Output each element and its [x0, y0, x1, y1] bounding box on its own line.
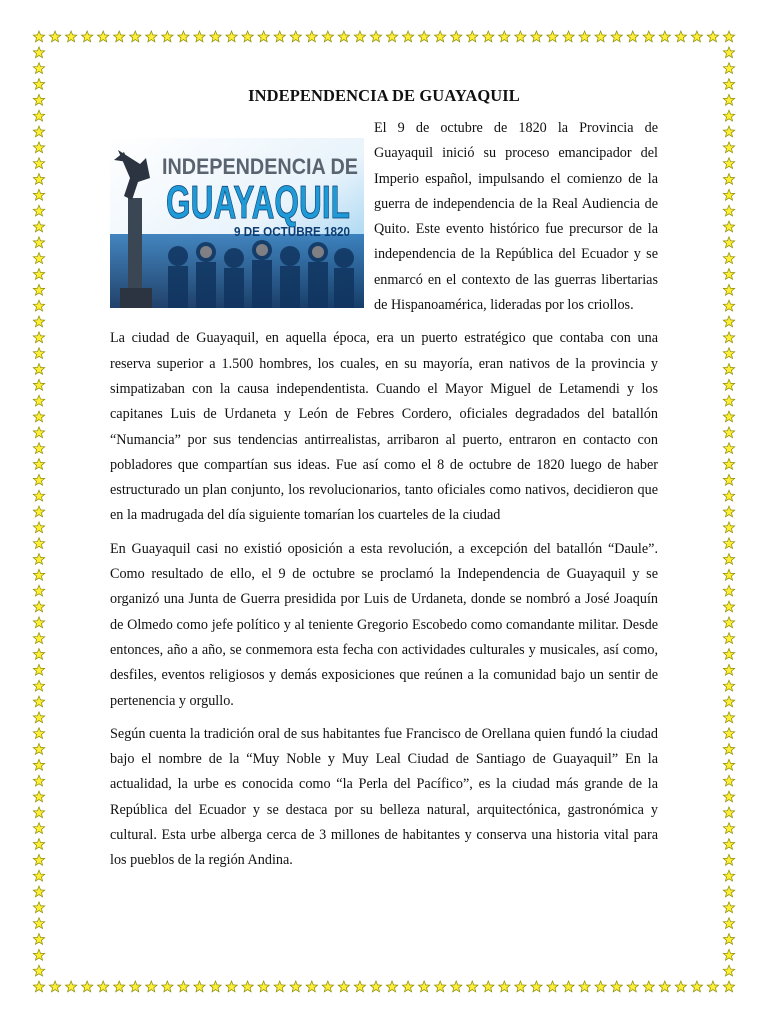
- star-icon: [418, 981, 429, 992]
- star-icon: [643, 981, 654, 992]
- star-icon: [33, 411, 44, 422]
- star-icon: [723, 585, 734, 596]
- star-icon: [723, 253, 734, 264]
- star-icon: [33, 474, 44, 485]
- star-icon: [675, 981, 686, 992]
- star-icon: [33, 126, 44, 137]
- star-icon: [33, 253, 44, 264]
- star-icon: [226, 981, 237, 992]
- star-icon: [33, 617, 44, 628]
- star-icon: [33, 490, 44, 501]
- star-icon: [210, 981, 221, 992]
- star-icon: [130, 31, 141, 42]
- star-icon: [611, 981, 622, 992]
- star-icon: [531, 31, 542, 42]
- star-icon: [33, 712, 44, 723]
- star-icon: [723, 126, 734, 137]
- star-icon: [49, 31, 60, 42]
- star-icon: [579, 981, 590, 992]
- star-icon: [723, 633, 734, 644]
- star-icon: [723, 142, 734, 153]
- star-icon: [723, 31, 734, 42]
- star-icon: [33, 142, 44, 153]
- star-icon: [33, 189, 44, 200]
- star-icon: [33, 823, 44, 834]
- star-icon: [723, 110, 734, 121]
- star-icon: [723, 490, 734, 501]
- star-icon: [723, 443, 734, 454]
- star-icon: [723, 221, 734, 232]
- star-icon: [723, 158, 734, 169]
- star-icon: [33, 538, 44, 549]
- star-icon: [723, 791, 734, 802]
- star-icon: [563, 31, 574, 42]
- star-icon: [451, 981, 462, 992]
- star-icon: [242, 31, 253, 42]
- star-icon: [707, 31, 718, 42]
- star-icon: [723, 839, 734, 850]
- star-icon: [467, 31, 478, 42]
- star-icon: [723, 870, 734, 881]
- star-icon: [322, 981, 333, 992]
- star-icon: [306, 981, 317, 992]
- star-icon: [723, 300, 734, 311]
- star-icon: [402, 31, 413, 42]
- star-icon: [33, 79, 44, 90]
- star-icon: [418, 31, 429, 42]
- paragraph-3: En Guayaquil casi no existió oposición a esta revolución, a excepción del batallón “Daule”. Como resultado de ello, el 9 de octubre se proclamó la Independencia de Guayaquil y se organizó una Junta de Guerra presidida por Luis de Urdaneta, donde se nombró a José Joaquín de Olmedo como jefe político y al teniente Gregorio Escobedo como comandante militar. Desde entonces, año a año, se conmemora esta fecha con actividades culturales y musicales, así como, desfiles, eventos religiosos y demás exposiciones que reúnen a la comunidad bajo un sentir de pertenencia y orgullo.: [110, 540, 658, 709]
- star-icon: [33, 554, 44, 565]
- star-icon: [723, 949, 734, 960]
- star-icon: [691, 31, 702, 42]
- star-icon: [723, 316, 734, 327]
- star-icon: [33, 759, 44, 770]
- star-icon: [723, 459, 734, 470]
- star-icon: [33, 807, 44, 818]
- star-icon: [33, 633, 44, 644]
- star-icon: [49, 981, 60, 992]
- star-icon: [723, 47, 734, 58]
- star-icon: [723, 395, 734, 406]
- star-icon: [33, 934, 44, 945]
- star-icon: [723, 189, 734, 200]
- star-icon: [370, 31, 381, 42]
- star-icon: [33, 854, 44, 865]
- star-icon: [723, 601, 734, 612]
- star-icon: [258, 31, 269, 42]
- star-icon: [194, 31, 205, 42]
- star-icon: [515, 31, 526, 42]
- star-icon: [65, 981, 76, 992]
- banner-line2: GUAYAQUIL: [166, 176, 350, 228]
- star-icon: [33, 839, 44, 850]
- star-icon: [723, 902, 734, 913]
- star-icon: [723, 94, 734, 105]
- star-icon: [162, 981, 173, 992]
- star-icon: [33, 664, 44, 675]
- star-icon: [499, 981, 510, 992]
- star-icon: [723, 649, 734, 660]
- star-icon: [723, 918, 734, 929]
- star-icon: [723, 775, 734, 786]
- star-icon: [338, 31, 349, 42]
- star-icon: [33, 158, 44, 169]
- star-icon: [33, 237, 44, 248]
- star-icon: [483, 981, 494, 992]
- star-icon: [595, 31, 606, 42]
- star-icon: [242, 981, 253, 992]
- star-icon: [723, 728, 734, 739]
- star-icon: [33, 31, 44, 42]
- document-title: INDEPENDENCIA DE GUAYAQUIL: [248, 86, 520, 105]
- star-icon: [723, 379, 734, 390]
- star-icon: [306, 31, 317, 42]
- star-icon: [33, 918, 44, 929]
- star-icon: [33, 205, 44, 216]
- star-icon: [81, 981, 92, 992]
- star-icon: [65, 31, 76, 42]
- star-icon: [338, 981, 349, 992]
- star-icon: [723, 174, 734, 185]
- star-icon: [97, 31, 108, 42]
- star-icon: [33, 601, 44, 612]
- star-icon: [723, 981, 734, 992]
- star-icon: [33, 316, 44, 327]
- star-icon: [114, 31, 125, 42]
- star-icon: [723, 522, 734, 533]
- paragraph-1: El 9 de octubre de 1820 la Provincia de Guayaquil inició su proceso emancipador del Imperio español, impulsando el comienzo de la guerra de independencia de la Real Audiencia de Quito. Este evento histórico fue precursor de la independencia de la República del Ecuador y se enmarcó en el contexto de las guerras libertarias de Hispanoamérica, lideradas por los criollos.: [374, 120, 658, 314]
- banner-line1: INDEPENDENCIA DE: [162, 154, 358, 179]
- star-icon: [723, 205, 734, 216]
- star-icon: [81, 31, 92, 42]
- star-icon: [33, 902, 44, 913]
- star-icon: [723, 759, 734, 770]
- star-icon: [194, 981, 205, 992]
- star-icon: [274, 31, 285, 42]
- star-icon: [33, 965, 44, 976]
- star-icon: [723, 348, 734, 359]
- star-icon: [723, 554, 734, 565]
- star-icon: [33, 110, 44, 121]
- star-icon: [723, 63, 734, 74]
- star-icon: [723, 744, 734, 755]
- star-icon: [210, 31, 221, 42]
- star-icon: [146, 981, 157, 992]
- star-icon: [33, 459, 44, 470]
- star-icon: [451, 31, 462, 42]
- star-icon: [33, 221, 44, 232]
- star-icon: [723, 617, 734, 628]
- star-icon: [723, 427, 734, 438]
- star-icon: [33, 775, 44, 786]
- star-icon: [386, 981, 397, 992]
- star-icon: [723, 269, 734, 280]
- star-icon: [723, 237, 734, 248]
- star-icon: [723, 538, 734, 549]
- banner-line3: 9 DE OCTUBRE 1820: [234, 224, 350, 239]
- star-icon: [33, 728, 44, 739]
- star-icon: [146, 31, 157, 42]
- star-icon: [33, 332, 44, 343]
- star-icon: [33, 680, 44, 691]
- star-icon: [723, 854, 734, 865]
- star-icon: [434, 31, 445, 42]
- star-icon: [178, 981, 189, 992]
- star-icon: [467, 981, 478, 992]
- star-icon: [659, 31, 670, 42]
- star-icon: [723, 411, 734, 422]
- star-icon: [33, 94, 44, 105]
- star-icon: [33, 649, 44, 660]
- star-icon: [627, 981, 638, 992]
- star-icon: [33, 379, 44, 390]
- star-icon: [723, 807, 734, 818]
- star-icon: [33, 506, 44, 517]
- star-icon: [723, 696, 734, 707]
- star-icon: [33, 870, 44, 881]
- star-icon: [723, 965, 734, 976]
- star-icon: [483, 31, 494, 42]
- star-icon: [33, 47, 44, 58]
- star-icon: [691, 981, 702, 992]
- star-icon: [579, 31, 590, 42]
- star-icon: [723, 506, 734, 517]
- star-icon: [547, 981, 558, 992]
- star-icon: [274, 981, 285, 992]
- star-icon: [33, 174, 44, 185]
- star-icon: [33, 585, 44, 596]
- star-icon: [322, 31, 333, 42]
- star-icon: [643, 31, 654, 42]
- star-icon: [33, 300, 44, 311]
- star-icon: [290, 981, 301, 992]
- star-icon: [707, 981, 718, 992]
- star-icon: [33, 981, 44, 992]
- star-icon: [531, 981, 542, 992]
- star-icon: [33, 395, 44, 406]
- star-icon: [515, 981, 526, 992]
- star-icon: [611, 31, 622, 42]
- star-icon: [33, 886, 44, 897]
- star-icon: [563, 981, 574, 992]
- star-icon: [723, 474, 734, 485]
- star-icon: [33, 522, 44, 533]
- star-icon: [402, 981, 413, 992]
- star-icon: [258, 981, 269, 992]
- star-icon: [33, 348, 44, 359]
- star-icon: [723, 664, 734, 675]
- star-icon: [226, 31, 237, 42]
- star-icon: [33, 63, 44, 74]
- star-icon: [595, 981, 606, 992]
- star-icon: [354, 31, 365, 42]
- banner-image: [110, 138, 364, 308]
- star-icon: [33, 949, 44, 960]
- star-icon: [33, 443, 44, 454]
- star-icon: [33, 791, 44, 802]
- paragraph-2: La ciudad de Guayaquil, en aquella época, era un puerto estratégico que contaba con una reserva superior a 1.500 hombres, los cuales, en su mayoría, eran nativos de la provincia y simpatizaban con la causa independentista. Cuando el Mayor Miguel de Letamendi y los capitanes Luis de Urdaneta y León de Febres Cordero, oficiales degradados del batallón “Numancia” por sus tendencias antirrealistas, arribaron al puerto, entraron en contacto con pobladores que compartían sus ideas. Fue así como el 8 de octubre de 1820 luego de haber estructurado un plan conjunto, los revolucionarios, tanto oficiales como nativos, decidieron que en la madrugada del día siguiente tomarían los cuarteles de la ciudad: [110, 330, 658, 524]
- star-icon: [386, 31, 397, 42]
- star-icon: [723, 886, 734, 897]
- star-icon: [33, 696, 44, 707]
- star-icon: [354, 981, 365, 992]
- star-icon: [723, 823, 734, 834]
- star-icon: [33, 269, 44, 280]
- star-icon: [33, 284, 44, 295]
- star-icon: [178, 31, 189, 42]
- star-icon: [33, 744, 44, 755]
- star-icon: [33, 569, 44, 580]
- star-icon: [659, 981, 670, 992]
- star-icon: [723, 680, 734, 691]
- star-icon: [130, 981, 141, 992]
- paragraph-4: Según cuenta la tradición oral de sus habitantes fue Francisco de Orellana quien fundó la ciudad bajo el nombre de la “Muy Noble y Muy Leal Ciudad de Santiago de Guayaquil” En la actualidad, la urbe es conocida como “la Perla del Pacífico”, es la ciudad más grande de la República del Ecuador y se destaca por su belleza natural, arquitectónica, gastronómica y cultural. Esta urbe alberga cerca de 3 millones de habitantes y conserva una historia vital para los pueblos de la región Andina.: [110, 725, 658, 869]
- star-icon: [162, 31, 173, 42]
- star-icon: [723, 79, 734, 90]
- star-icon: [33, 427, 44, 438]
- star-icon: [675, 31, 686, 42]
- star-icon: [547, 31, 558, 42]
- star-icon: [723, 284, 734, 295]
- star-icon: [723, 364, 734, 375]
- star-icon: [723, 712, 734, 723]
- star-icon: [290, 31, 301, 42]
- star-icon: [627, 31, 638, 42]
- star-icon: [97, 981, 108, 992]
- star-icon: [114, 981, 125, 992]
- document-page: [110, 86, 658, 882]
- star-icon: [370, 981, 381, 992]
- star-icon: [499, 31, 510, 42]
- star-icon: [434, 981, 445, 992]
- star-icon: [33, 364, 44, 375]
- star-icon: [723, 569, 734, 580]
- star-icon: [723, 934, 734, 945]
- star-icon: [723, 332, 734, 343]
